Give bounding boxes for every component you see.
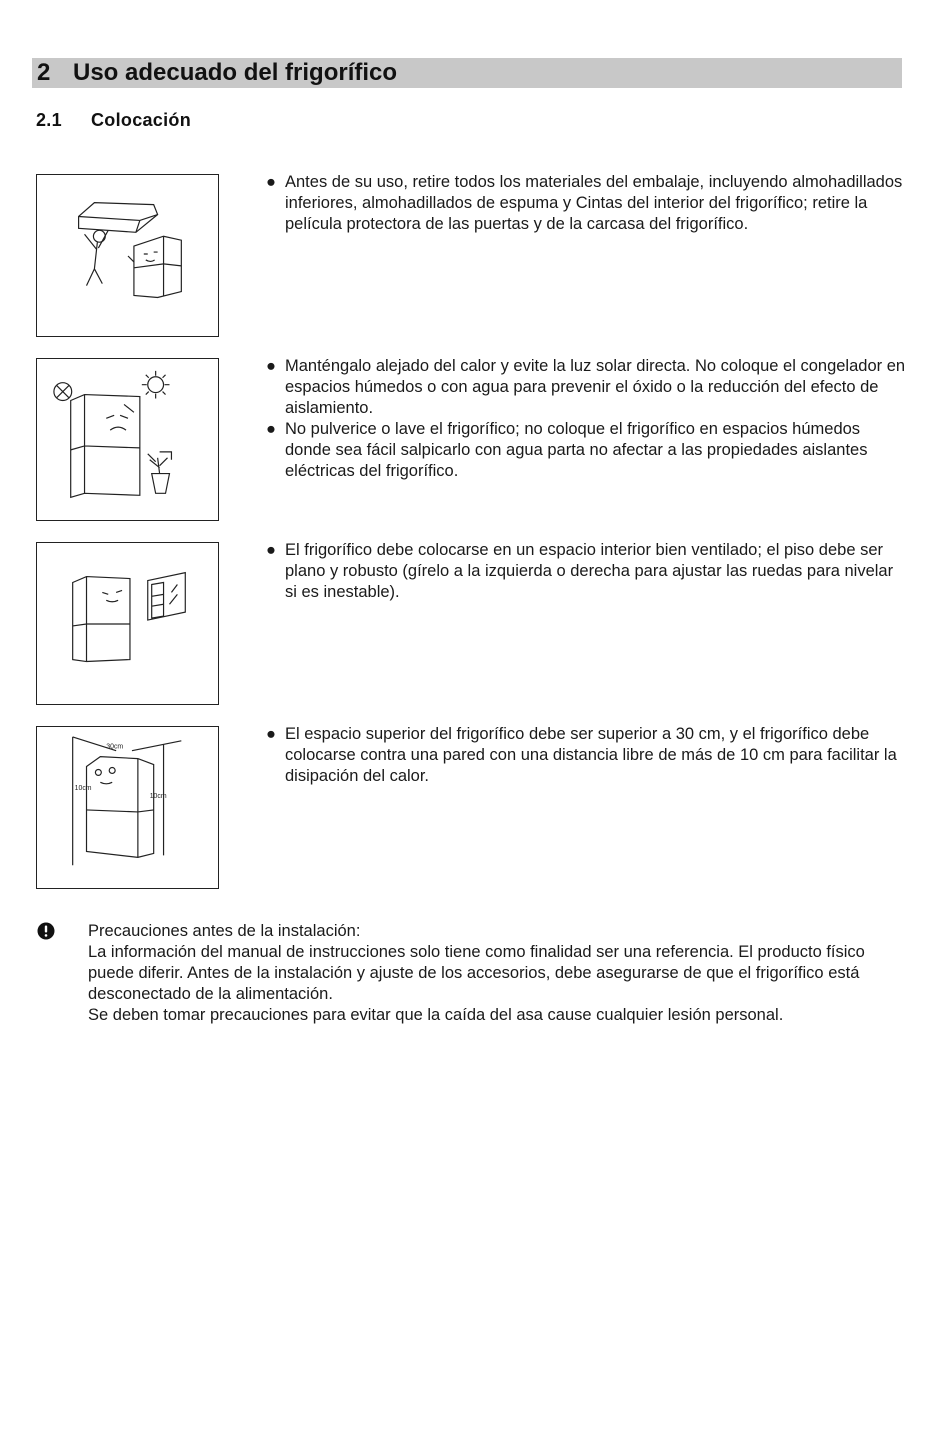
bullet-list-2 [266,356,906,482]
figure-heat-water [36,358,219,521]
note-paragraph-1: La información del manual de instrucciones solo tiene como finalidad ser una referencia. El producto físico puede diferir. Antes de la instalación y ajuste de los accesorios, debe asegurarse de que el frigorífico está desconectado de la alimentación. [88,943,865,1003]
bullet-item: ● Manténgalo alejado del calor y evite la luz solar directa. No coloque el congelador en espacios húmedos o con agua para prevenir el óxido o la reducción del efecto de aislamiento. [266,357,906,417]
bullet-dot: ● [266,173,276,191]
fridge-clearance-illustration [37,727,218,888]
fridge-ventilated-window-illustration [37,543,218,704]
bullet-dot: ● [266,725,276,743]
clearance-left-label: 10cm [74,785,92,793]
section-number: 2 [37,59,51,86]
subsection-heading [36,109,191,131]
exclamation-circle-icon [37,922,55,940]
bullet-dot: ● [266,541,276,559]
installation-precautions-note [88,921,908,1026]
bullet-item: ● No pulverice o lave el frigorífico; no coloque el frigorífico en espacios húmedos donde sea fácil salpicarlo con agua parta no afectar a las propiedades aislantes eléctricas del frigorífico. [266,420,868,480]
bullet-dot: ● [266,420,276,438]
subsection-title: Colocación [91,110,192,130]
subsection-number: 2.1 [36,110,62,130]
bullet-list-4 [266,724,906,787]
section-heading [32,58,902,88]
bullet-item: ● El frigorífico debe colocarse en un espacio interior bien ventilado; el piso debe ser plano y robusto (gírelo a la izquierda o derecha para ajustar las ruedas para nivelar si es inestable). [266,541,894,601]
clearance-right-label: 10cm [149,793,167,801]
figure-unpacking [36,174,219,337]
bullet-dot: ● [266,357,276,375]
figure-clearance [36,726,219,889]
fridge-sun-water-warning-illustration [37,359,218,520]
bullet-list-1 [266,172,906,235]
note-title: Precauciones antes de la instalación: [88,922,361,940]
bullet-item: ● Antes de su uso, retire todos los materiales del embalaje, incluyendo almohadillados inferiores, almohadillados de espuma y Cintas del interior del frigorífico; retire la película protectora de las puertas y de la carcasa del frigorífico. [266,173,903,233]
bullet-item: ● El espacio superior del frigorífico debe ser superior a 30 cm, y el frigorífico debe colocarse contra una pared con una distancia libre de más de 10 cm para facilitar la disipación del calor. [266,725,897,785]
note-paragraph-2: Se deben tomar precauciones para evitar que la caída del asa cause cualquier lesión personal. [88,1006,784,1024]
figure-ventilation [36,542,219,705]
section-title: Uso adecuado del frigorífico [73,59,398,86]
bullet-list-3 [266,540,906,603]
person-unpacking-fridge-illustration [37,175,218,336]
clearance-top-label: 30cm [106,743,124,751]
